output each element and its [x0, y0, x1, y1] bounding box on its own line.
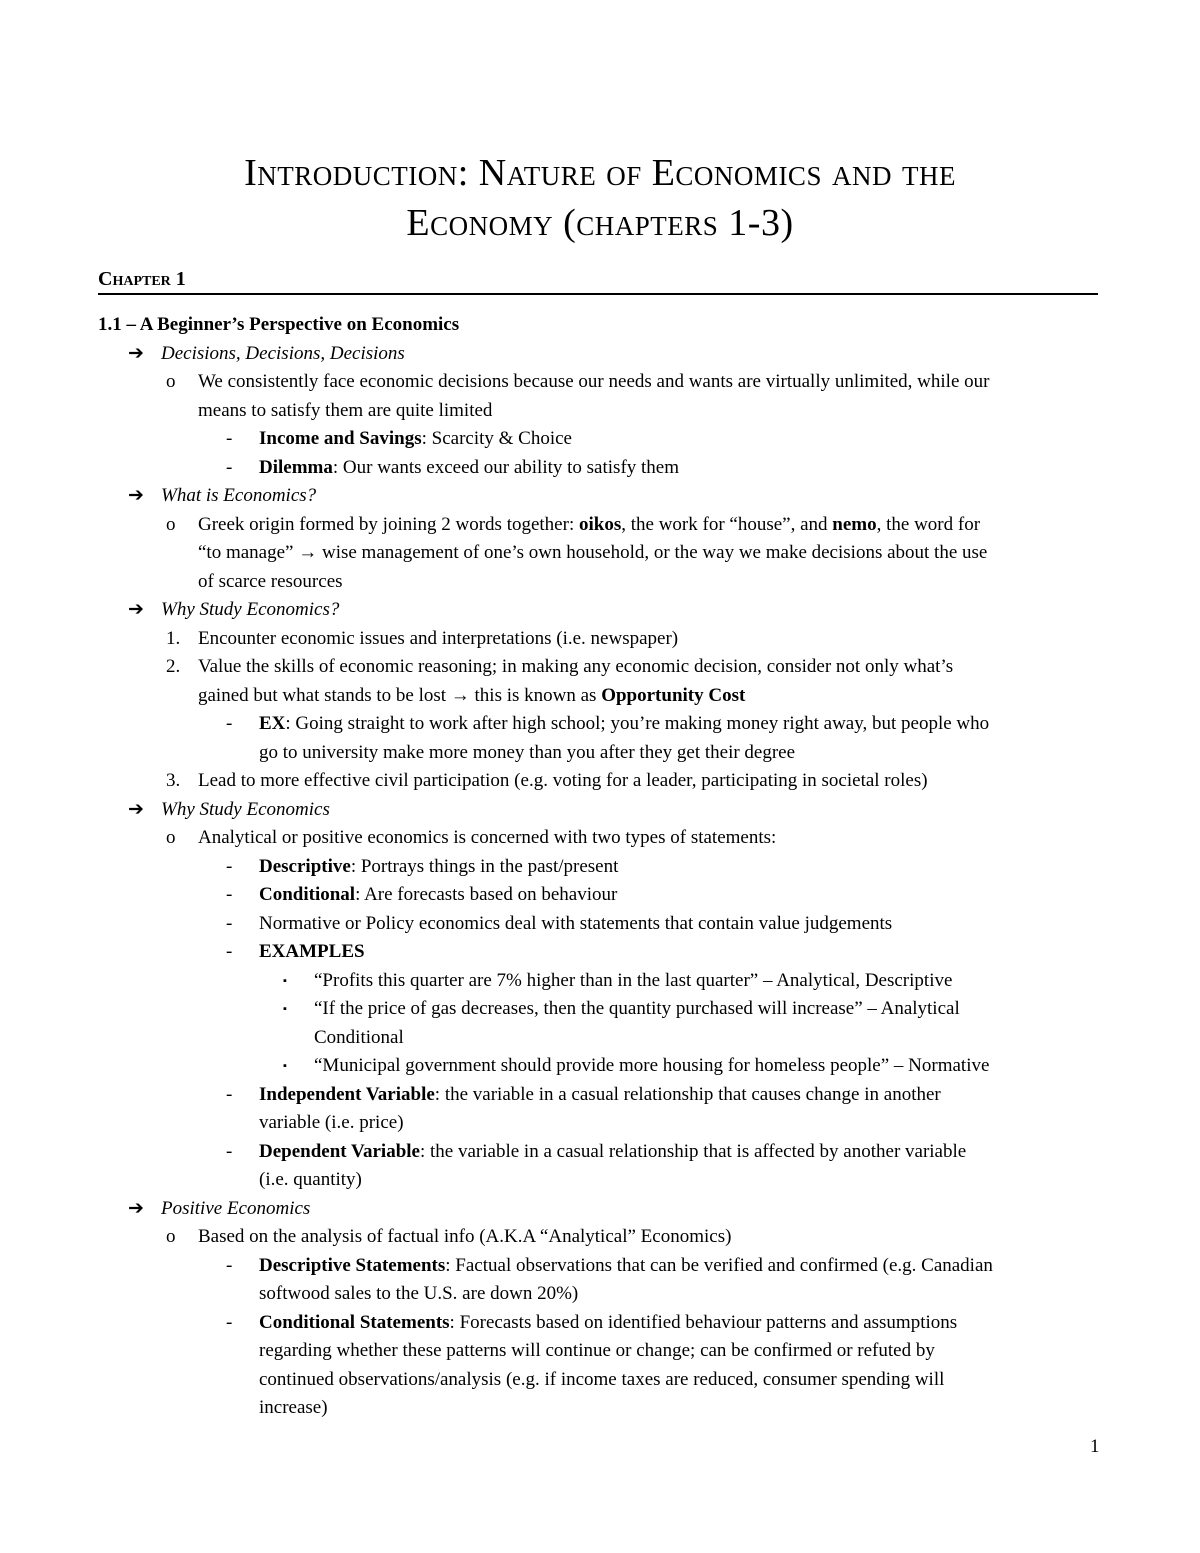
list-item: - Independent Variable: the variable in a casual relationship that causes change in another [98, 1081, 1098, 1110]
arrow-bullet-icon: ➔ [128, 599, 144, 620]
list-item: - EXAMPLES [98, 938, 1098, 967]
list-item: o Based on the analysis of factual info (A.K.A “Analytical” Economics) [98, 1223, 1098, 1252]
arrow-bullet-icon: ➔ [128, 1197, 144, 1219]
circle-bullet-icon: o [166, 513, 176, 535]
dash-bullet-icon: - [226, 713, 233, 734]
numbered-item: 3. Lead to more effective civil participation (e.g. voting for a leader, participating in societal roles) [166, 770, 928, 791]
arrow-bullet-icon: ➔ [128, 485, 144, 506]
dash-bullet-icon: - [226, 1140, 233, 1162]
dash-bullet-icon: - [226, 1254, 233, 1276]
dash-bullet-icon: - [226, 1083, 233, 1105]
numbered-item: 2. Value the skills of economic reasoning; in making any economic decision, consider not only what’s [166, 656, 954, 677]
dash-bullet-icon: - [226, 941, 233, 962]
dash-bullet-icon: - [226, 884, 233, 905]
list-item: - Conditional: Are forecasts based on behaviour [98, 881, 1098, 910]
list-item: - Conditional Statements: Forecasts based on identified behaviour patterns and assumptions [98, 1309, 1098, 1338]
list-item: ▪ “Municipal government should provide more housing for homeless people” – Normative [98, 1052, 1098, 1081]
dash-bullet-icon: - [226, 428, 233, 449]
dash-bullet-icon: - [226, 855, 233, 877]
page-number: 1 [1090, 1436, 1100, 1457]
list-item-continuation: “to manage” → wise management of one’s own household, or the way we make decisions about the use [198, 542, 988, 563]
list-item: - Income and Savings: Scarcity & Choice [98, 425, 1098, 454]
list-item: - Descriptive Statements: Factual observations that can be verified and confirmed (e.g. Canadian [98, 1252, 1098, 1281]
list-item: o We consistently face economic decisions because our needs and wants are virtually unlimited, while our [98, 368, 1098, 397]
list-item-continuation: of scarce resources [198, 570, 343, 592]
content-body [98, 311, 1098, 1423]
list-item: ➔ Why Study Economics [98, 796, 1098, 825]
arrow-bullet-icon: ➔ [128, 798, 144, 820]
list-item-continuation: continued observations/analysis (e.g. if income taxes are reduced, consumer spending will [259, 1368, 945, 1390]
list-item-continuation: softwood sales to the U.S. are down 20%) [259, 1283, 579, 1304]
dash-bullet-icon: - [226, 1311, 233, 1333]
list-item: - EX: Going straight to work after high school; you’re making money right away, but people who [98, 710, 1098, 739]
list-item: - Dependent Variable: the variable in a casual relationship that is affected by another variable [98, 1138, 1098, 1167]
circle-bullet-icon: o [166, 827, 176, 848]
arrow-bullet-icon: ➔ [128, 342, 144, 364]
list-item: - Normative or Policy economics deal with statements that contain value judgements [98, 910, 1098, 939]
list-item: ➔ What is Economics? [98, 482, 1098, 511]
chapter-heading: Chapter 1 [98, 268, 1098, 295]
list-item-continuation: (i.e. quantity) [259, 1169, 362, 1190]
numbered-item-continuation: gained but what stands to be lost → this is known as Opportunity Cost [198, 684, 746, 706]
square-bullet-icon: ▪ [283, 974, 287, 987]
circle-bullet-icon: o [166, 371, 176, 392]
list-item-continuation: increase) [259, 1397, 328, 1418]
numbered-item: 1. Encounter economic issues and interpretations (i.e. newspaper) [166, 627, 679, 649]
list-item: - Dilemma: Our wants exceed our ability to satisfy them [98, 454, 1098, 483]
list-item: ➔ Why Study Economics? [98, 596, 1098, 625]
title-line-2: Economy (chapters 1-3) [406, 202, 794, 244]
list-item: ➔ Decisions, Decisions, Decisions [98, 340, 1098, 369]
list-item-continuation: means to satisfy them are quite limited [198, 399, 493, 421]
list-item: o Greek origin formed by joining 2 words together: oikos, the work for “house”, and nemo, the word for [98, 511, 1098, 540]
list-item-continuation: regarding whether these patterns will continue or change; can be confirmed or refuted by [259, 1340, 935, 1361]
dash-bullet-icon: - [226, 912, 233, 934]
circle-bullet-icon: o [166, 1226, 176, 1247]
list-item: ▪ “If the price of gas decreases, then the quantity purchased will increase” – Analytical [98, 995, 1098, 1024]
page-title [0, 148, 1200, 248]
dash-bullet-icon: - [226, 456, 233, 478]
list-item-continuation: go to university make more money than you after they get their degree [259, 741, 796, 763]
list-item: ➔ Positive Economics [98, 1195, 1098, 1224]
title-line-1: Introduction: Nature of Economics and the [244, 152, 956, 194]
square-bullet-icon: ▪ [283, 1060, 287, 1072]
square-bullet-icon: ▪ [283, 1003, 287, 1015]
list-item-continuation: Conditional [314, 1026, 404, 1048]
list-item: ▪ “Profits this quarter are 7% higher than in the last quarter” – Analytical, Descriptive [98, 967, 1098, 996]
list-item-continuation: variable (i.e. price) [259, 1112, 404, 1133]
section-heading: 1.1 – A Beginner’s Perspective on Economics [98, 314, 460, 335]
list-item: o Analytical or positive economics is concerned with two types of statements: [98, 824, 1098, 853]
list-item: - Descriptive: Portrays things in the past/present [98, 853, 1098, 882]
